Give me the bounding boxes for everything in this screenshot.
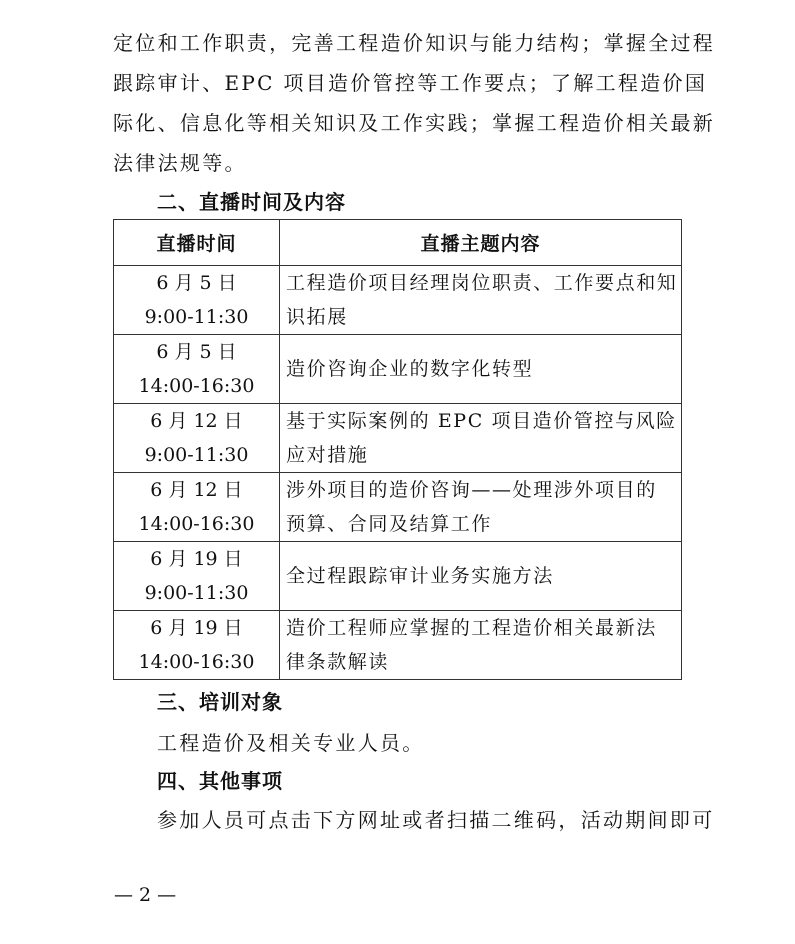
session-time: 9:00-11:30 — [144, 444, 249, 466]
session-topic — [280, 611, 682, 680]
audience-text: 工程造价及相关专业人员。 — [157, 731, 425, 755]
session-date: 6 月 5 日 — [156, 341, 237, 363]
topic-line: 造价工程师应掌握的工程造价相关最新法 — [286, 617, 657, 639]
session-date: 6 月 19 日 — [150, 617, 243, 639]
session-datetime — [114, 611, 280, 680]
table-row — [114, 404, 682, 473]
session-time: 14:00-16:30 — [138, 513, 255, 535]
topic-line: 基于实际案例的 EPC 项目造价管控与风险 — [286, 410, 677, 432]
intro-line-3: 际化、信息化等相关知识及工作实践；掌握工程造价相关最新 — [113, 111, 716, 135]
topic-line: 全过程跟踪审计业务实施方法 — [286, 565, 554, 587]
session-datetime — [114, 404, 280, 473]
page-number: — 2 — — [114, 884, 177, 906]
session-date: 6 月 12 日 — [150, 479, 243, 501]
section-heading-schedule: 二、直播时间及内容 — [157, 190, 346, 214]
topic-line: 识拓展 — [286, 306, 348, 328]
session-date: 6 月 5 日 — [156, 272, 237, 294]
header-topic: 直播主题内容 — [280, 220, 682, 266]
session-datetime — [114, 266, 280, 335]
table-row — [114, 542, 682, 611]
section-heading-other: 四、其他事项 — [157, 769, 283, 793]
topic-line: 应对措施 — [286, 444, 369, 466]
intro-line-4: 法律法规等。 — [113, 151, 247, 175]
session-topic — [280, 404, 682, 473]
topic-line: 律条款解读 — [286, 651, 390, 673]
session-time: 14:00-16:30 — [138, 651, 255, 673]
section-heading-audience: 三、培训对象 — [157, 690, 283, 714]
session-topic — [280, 473, 682, 542]
table-row — [114, 335, 682, 404]
session-datetime — [114, 542, 280, 611]
intro-line-1: 定位和工作职责，完善工程造价知识与能力结构；掌握全过程 — [113, 31, 716, 55]
header-time: 直播时间 — [114, 220, 280, 266]
session-datetime — [114, 473, 280, 542]
table-row — [114, 266, 682, 335]
intro-line-2: 跟踪审计、EPC 项目造价管控等工作要点；了解工程造价国 — [113, 71, 708, 95]
schedule-table — [113, 219, 682, 680]
session-time: 9:00-11:30 — [144, 582, 249, 604]
table-header-row — [114, 220, 682, 266]
session-time: 9:00-11:30 — [144, 306, 249, 328]
session-time: 14:00-16:30 — [138, 375, 255, 397]
topic-line: 造价咨询企业的数字化转型 — [286, 358, 534, 380]
session-topic — [280, 542, 682, 611]
other-text: 参加人员可点击下方网址或者扫描二维码，活动期间即可 — [157, 808, 715, 832]
table-row — [114, 611, 682, 680]
topic-line: 预算、合同及结算工作 — [286, 513, 493, 535]
session-topic — [280, 335, 682, 404]
session-date: 6 月 19 日 — [150, 548, 243, 570]
session-datetime — [114, 335, 280, 404]
session-topic — [280, 266, 682, 335]
session-date: 6 月 12 日 — [150, 410, 243, 432]
topic-line: 涉外项目的造价咨询——处理涉外项目的 — [286, 479, 657, 501]
table-row — [114, 473, 682, 542]
topic-line: 工程造价项目经理岗位职责、工作要点和知 — [286, 272, 678, 294]
